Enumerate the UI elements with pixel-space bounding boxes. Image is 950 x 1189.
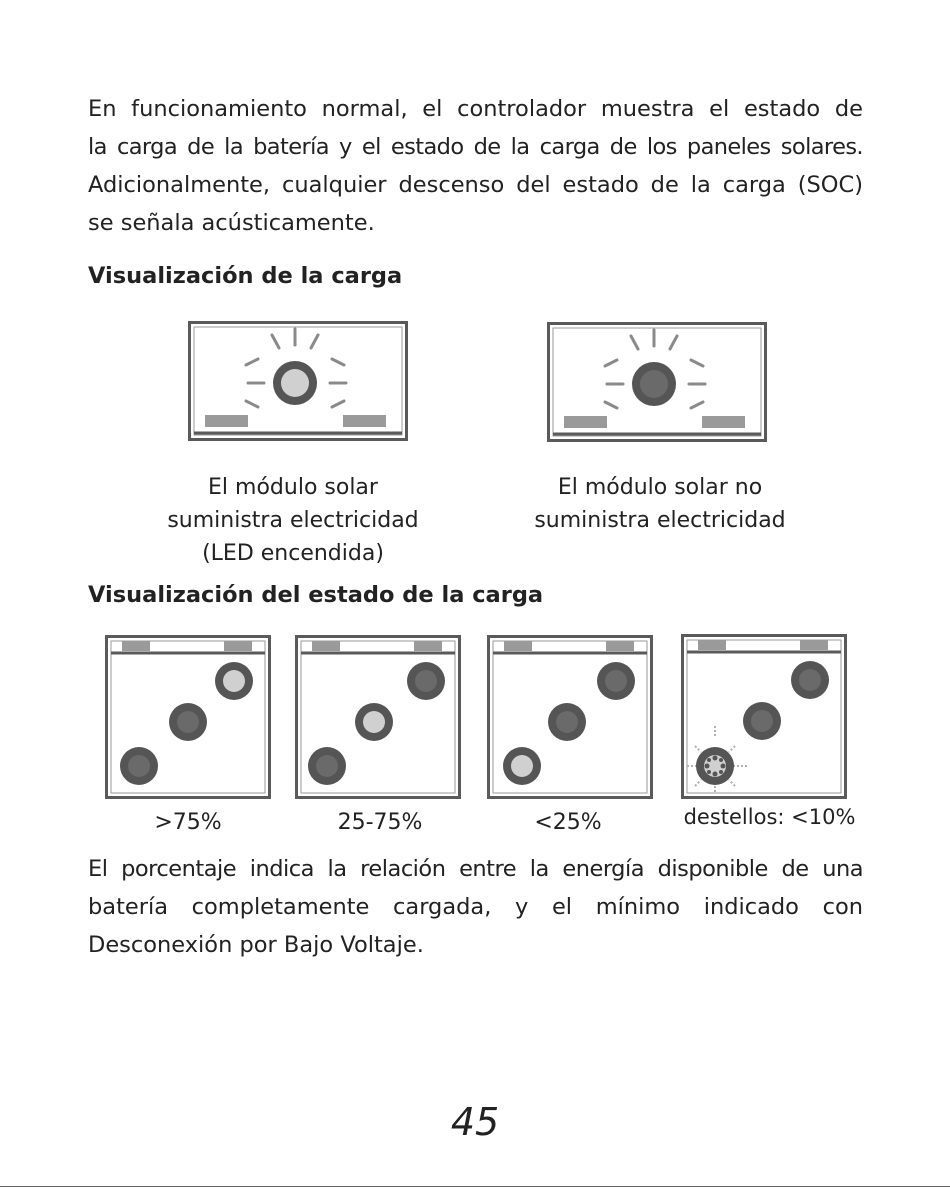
solar-on-caption xyxy=(148,471,438,570)
caption-line: suministra electricidad xyxy=(534,508,786,533)
charge-display-heading: Visualización de la carga xyxy=(88,263,403,289)
outro-line: batería completamente cargada, y el mínimo indicado con xyxy=(88,894,863,920)
soc-display-heading: Visualización del estado de la carga xyxy=(88,582,544,608)
caption-line: El módulo solar xyxy=(208,475,378,500)
intro-line: En funcionamiento normal, el controlador muestra el estado de xyxy=(88,96,863,122)
intro-line: Adicionalmente, cualquier descenso del estado de la carga (SOC) xyxy=(88,172,863,198)
outro-line: Desconexión por Bajo Voltaje. xyxy=(88,932,424,958)
intro-line: se señala acústicamente. xyxy=(88,210,375,236)
solar-off-illustration xyxy=(547,322,767,442)
soc-label: destellos: <10% xyxy=(683,805,856,829)
soc-under-25-illustration xyxy=(487,635,653,799)
solar-off-caption xyxy=(515,471,805,537)
outro-paragraph xyxy=(88,850,863,964)
intro-line: la carga de la batería y el estado de la carga de los paneles solares. xyxy=(88,134,863,160)
caption-line: (LED encendida) xyxy=(202,541,384,566)
solar-on-illustration xyxy=(188,321,408,441)
soc-25-75-illustration xyxy=(295,635,461,799)
caption-line: El módulo solar no xyxy=(557,475,763,500)
outro-line: El porcentaje indica la relación entre la energía disponible de una xyxy=(88,856,863,882)
soc-flashing-illustration xyxy=(681,634,847,799)
bottom-rule xyxy=(0,1186,950,1187)
page-number: 45 xyxy=(450,1100,500,1144)
soc-label: >75% xyxy=(154,810,222,835)
caption-line: suministra electricidad xyxy=(167,508,419,533)
soc-label: 25-75% xyxy=(337,810,423,835)
intro-paragraph xyxy=(88,90,863,242)
soc-over-75-illustration xyxy=(105,635,271,799)
soc-label: <25% xyxy=(534,810,602,835)
